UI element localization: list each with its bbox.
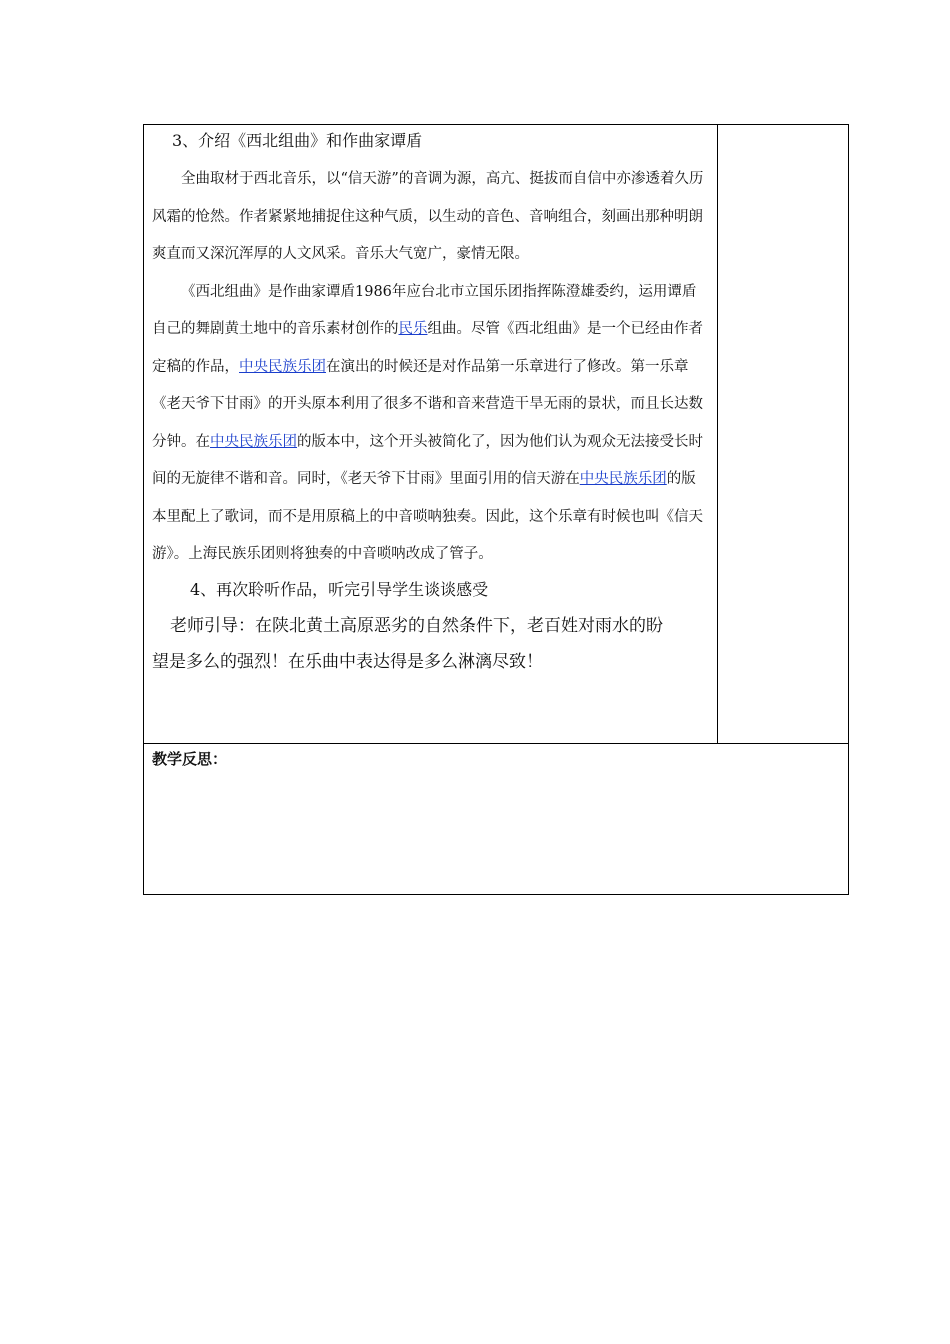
para2-text-e: 的版本里配上了歌词，而不是用原稿上的中音唢呐独奏。因此，这个乐章有时候也叫《信天游》。上海民族乐团则将独奏的中音唢呐改成了管子。 bbox=[152, 471, 703, 562]
reflection-cell bbox=[144, 744, 849, 895]
para2-text-d: 的版本中，这个开头被简化了，因为他们认为观众无法接受长时间的无旋律不谐和音。同时，《老天爷下甘雨》里面引用的信天游在 bbox=[152, 433, 703, 487]
para2-text-b: 组曲。尽管《西北组曲》是一个已经由作者定稿的作品， bbox=[152, 321, 703, 375]
reflection-label: 教学反思： bbox=[152, 750, 228, 768]
link-minyue[interactable]: 民乐 bbox=[398, 321, 428, 337]
link-central-orchestra-3[interactable]: 中央民族乐团 bbox=[579, 471, 667, 487]
section3-heading: 3、介绍《西北组曲》和作曲家谭盾 bbox=[172, 131, 423, 150]
link-central-orchestra-1[interactable]: 中央民族乐团 bbox=[239, 358, 326, 375]
para2-text-c: 在演出的时候还是对作品第一乐章进行了修改。第一乐章《老天爷下甘雨》的开头原本利用了很多不谐和音来营造干旱无雨的景状，而且长达数分钟。在 bbox=[152, 358, 703, 450]
teacher-guide bbox=[152, 608, 709, 680]
guide-line-1: 老师引导：在陕北黄土高原恶劣的自然条件下，老百姓对雨水的盼 bbox=[170, 615, 663, 636]
content-cell bbox=[144, 125, 718, 744]
section4-heading: 4、再次聆听作品，听完引导学生谈谈感受 bbox=[190, 579, 489, 599]
side-cell bbox=[718, 125, 849, 744]
section3-paragraph-2 bbox=[152, 274, 709, 574]
lesson-table bbox=[143, 124, 849, 895]
guide-line-2: 望是多么的强烈！在乐曲中表达得是多么淋漓尽致！ bbox=[152, 651, 543, 672]
section3-paragraph-1: 全曲取材于西北音乐，以“信天游”的音调为源，高亢、挺拔而自信中亦渗透着久历风霜的怆然。作者紧紧地捕捉住这种气质，以生动的音色、音响组合，刻画出那种明朗爽直而又深沉浑厚的人文风采。音乐大气宽广，豪情无限。 bbox=[152, 171, 704, 262]
para2-text-a: 《西北组曲》是作曲家谭盾1986年应台北市立国乐团指挥陈澄雄委约，运用谭盾自己的舞剧黄土地中的音乐素材创作的 bbox=[152, 283, 697, 337]
content-row bbox=[144, 125, 849, 744]
link-central-orchestra-2[interactable]: 中央民族乐团 bbox=[210, 433, 297, 450]
reflection-row bbox=[144, 744, 849, 895]
